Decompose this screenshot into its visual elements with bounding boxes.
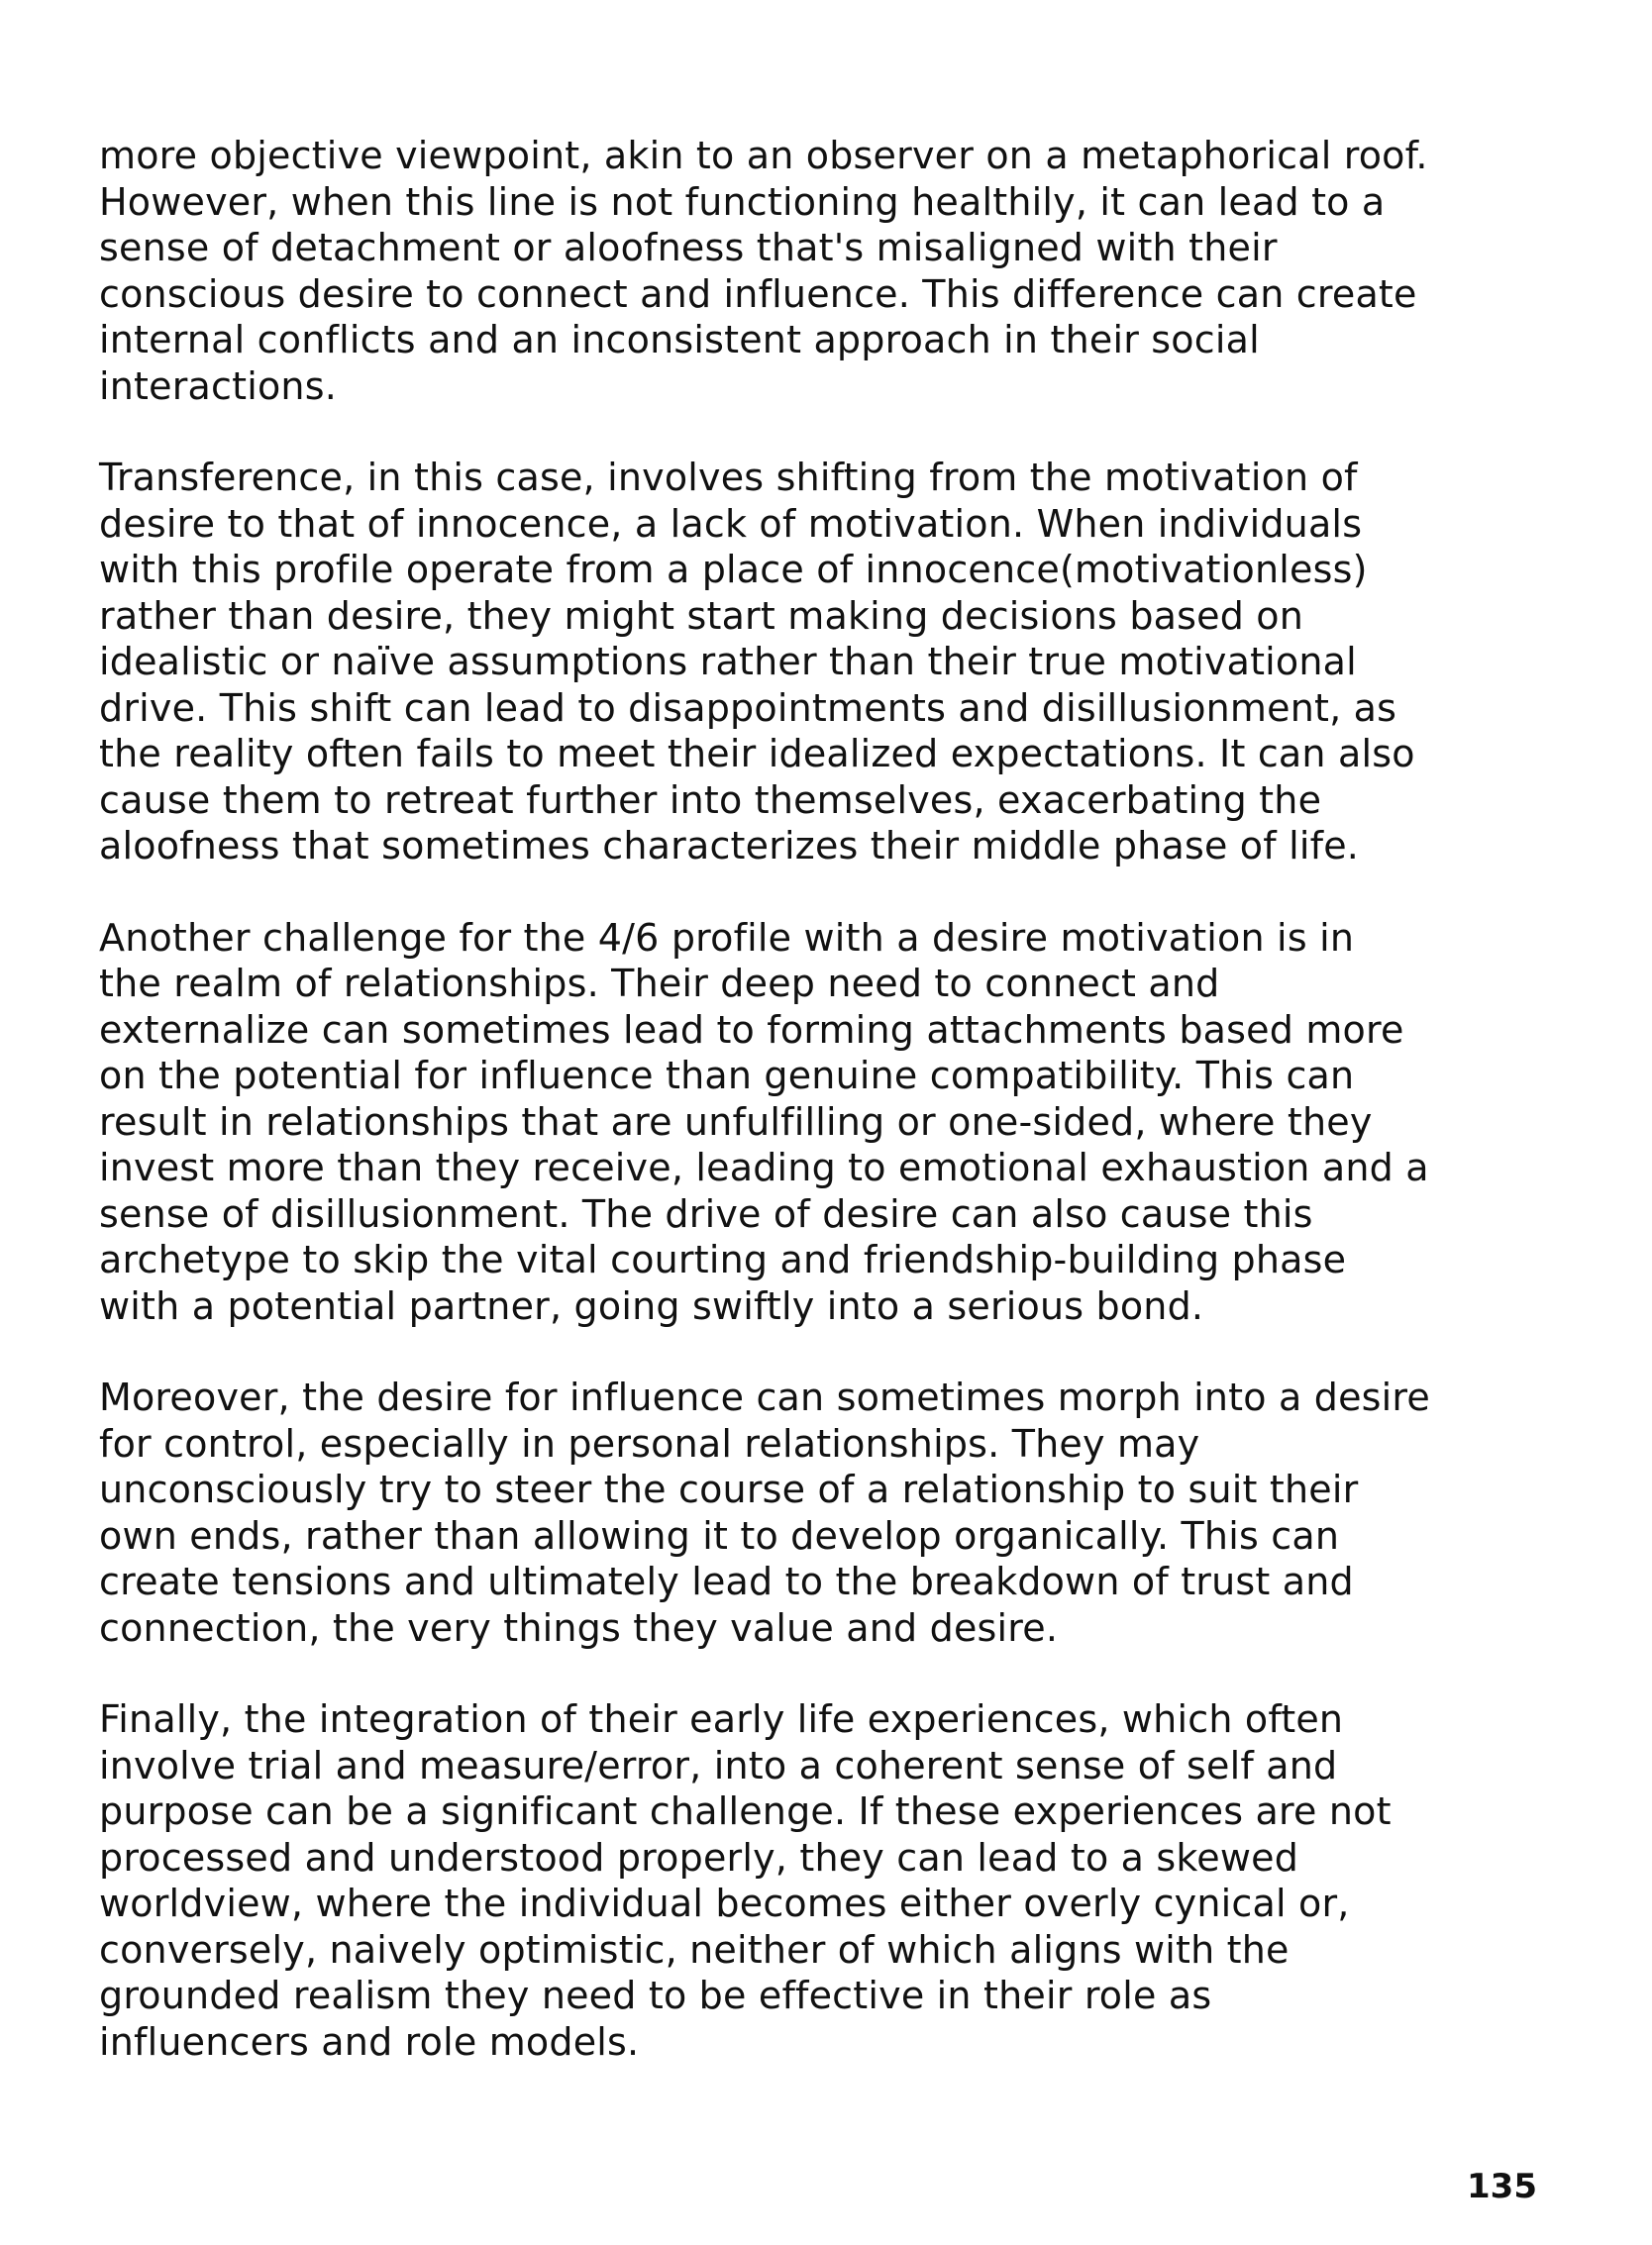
paragraph-5: Finally, the integration of their early life experiences, which often involve trial and measure/error, into a coherent sense of self and purpose can be a significant challenge. If these experiences are not processed and understood properly, they can lead to a skewed worldview, where the individual becomes either overly cynical or, conversely, naively optimistic, neither of which aligns with the grounded realism they need to be effective in their role as influencers and role models.: [99, 1697, 1392, 2064]
paragraph-4: Moreover, the desire for influence can sometimes morph into a desire for control, especially in personal relationships. They may unconsciously try to steer the course of a relationship to suit their own ends, rather than allowing it to develop organically. This can create tensions and ultimately lead to the breakdown of trust and connection, the very things they value and desire.: [99, 1376, 1430, 1650]
paragraph-3: Another challenge for the 4/6 profile with a desire motivation is in the realm of relationships. Their deep need to connect and externalize can sometimes lead to forming attachments based more on the potential for influence than genuine compatibility. This can result in relationships that are unfulfilling or one-sided, where they invest more than they receive, leading to emotional exhaustion and a sense of disillusionment. The drive of desire can also cause this archetype to skip the vital courting and friendship-building phase with a potential partner, going swiftly into a serious bond.: [99, 915, 1429, 1328]
paragraph-1: more objective viewpoint, akin to an observer on a metaphorical roof. However, when this line is not functioning healthily, it can lead to a sense of detachment or aloofness that's misaligned with their conscious desire to connect and influence. This difference can create internal conflicts and an inconsistent approach in their social interactions.: [99, 134, 1428, 408]
page-body: [99, 133, 1565, 2110]
paragraph-2: Transference, in this case, involves shifting from the motivation of desire to that of innocence, a lack of motivation. When individuals with this profile operate from a place of innocence(motivationless) rather than desire, they might start making decisions based on idealistic or naïve assumptions rather than their true motivational drive. This shift can lead to disappointments and disillusionment, as the reality often fails to meet their idealized expectations. It can also cause them to retreat further into themselves, exacerbating the aloofness that sometimes characterizes their middle phase of life.: [99, 456, 1415, 867]
page-number: 135: [1467, 2167, 1537, 2206]
